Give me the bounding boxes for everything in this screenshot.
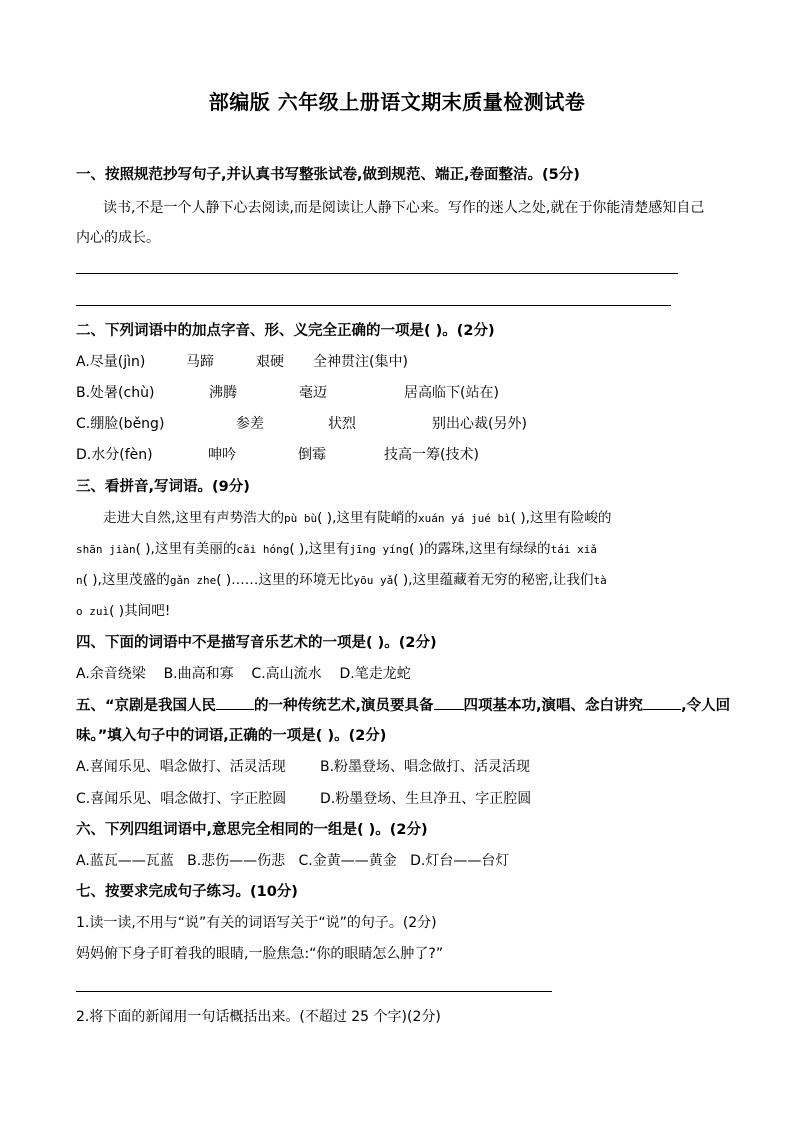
q4-heading: 四、下面的词语中不是描写音乐艺术的一项是( )。(2分) bbox=[76, 635, 437, 651]
page-title: 部编版 六年级上册语文期末质量检测试卷 bbox=[208, 90, 586, 114]
q5-text: ,令人回 bbox=[681, 698, 731, 714]
q3-text: 走进大自然,这里有声势浩大的 bbox=[103, 510, 285, 526]
answer-blank[interactable]: ( ),这里有美丽的 bbox=[135, 541, 237, 557]
answer-blank[interactable]: ( )的露珠,这里有绿绿的 bbox=[409, 541, 551, 557]
pinyin: n bbox=[76, 574, 83, 587]
answer-blank[interactable]: ( ),这里蕴藏着无穷的秘密,让我们 bbox=[393, 572, 594, 588]
q2-option-label: A.尽量(jìn) bbox=[76, 354, 146, 370]
answer-blank[interactable]: ( )……这里的环境无比 bbox=[216, 572, 354, 588]
q5-options-row2 bbox=[76, 789, 531, 809]
q1-text-line1: 读书,不是一个人静下心去阅读,而是阅读让人静下心来。写作的迷人之处,就在于你能清楚感知自己 bbox=[103, 200, 705, 216]
q5-options-row1 bbox=[76, 757, 530, 777]
q3-line2 bbox=[76, 539, 597, 560]
pinyin: gǎn zhe bbox=[169, 574, 217, 587]
pinyin: yōu yǎ bbox=[353, 574, 394, 587]
answer-blank[interactable]: ( ),这里有险峻的 bbox=[510, 510, 612, 526]
pinyin: cǎi hóng bbox=[236, 543, 290, 556]
pinyin: pù bù bbox=[284, 512, 318, 525]
answer-blank[interactable]: ( ),这里茂盛的 bbox=[82, 572, 170, 588]
q2-word: 技高一筹(技术) bbox=[384, 447, 479, 463]
q2-option-d bbox=[76, 445, 479, 465]
q2-word: 毫迈 bbox=[299, 385, 327, 401]
q2-word: 沸腾 bbox=[209, 385, 237, 401]
answer-blank[interactable]: ( ),这里有 bbox=[289, 541, 350, 557]
q6-heading: 六、下列四组词语中,意思完全相同的一组是( )。(2分) bbox=[76, 822, 428, 838]
answer-line-1[interactable] bbox=[76, 273, 678, 274]
q2-word: 参差 bbox=[236, 416, 264, 432]
q2-word: 居高临下(站在) bbox=[404, 385, 499, 401]
q5-option-b: B.粉墨登场、唱念做打、活灵活现 bbox=[320, 759, 531, 775]
q7-sub2: 2.将下面的新闻用一句话概括出来。(不超过 25 个字)(2分) bbox=[76, 1009, 441, 1025]
pinyin: xuán yá jué bì bbox=[417, 512, 511, 525]
q2-word: 艰硬 bbox=[256, 354, 284, 370]
fill-blank[interactable] bbox=[216, 695, 254, 710]
q2-word: 状烈 bbox=[328, 416, 356, 432]
pinyin: shān jiàn bbox=[76, 543, 136, 556]
pinyin: tà bbox=[593, 574, 607, 587]
q2-word: 别出心裁(另外) bbox=[432, 416, 527, 432]
q6-options: A.蓝瓦——瓦蓝 B.悲伤——伤悲 C.金黄——黄金 D.灯台——台灯 bbox=[76, 853, 510, 869]
q5-option-a: A.喜闻乐见、唱念做打、活灵活现 bbox=[76, 759, 286, 775]
q3-line1 bbox=[103, 508, 612, 529]
q2-option-b bbox=[76, 383, 499, 403]
q2-word: 马蹄 bbox=[186, 354, 214, 370]
q2-heading: 二、下列词语中的加点字音、形、义完全正确的一项是( )。(2分) bbox=[76, 323, 495, 339]
q2-word: 倒霉 bbox=[298, 447, 326, 463]
q5-heading bbox=[76, 695, 730, 716]
q5-text: 五、“京剧是我国人民 bbox=[76, 698, 217, 714]
q7-sub1-text: 妈妈俯下身子盯着我的眼睛,一脸焦急:“你的眼睛怎么肿了?” bbox=[76, 946, 444, 962]
q5-option-c: C.喜闻乐见、唱念做打、字正腔圆 bbox=[76, 791, 287, 807]
fill-blank[interactable] bbox=[643, 695, 681, 710]
q3-heading: 三、看拼音,写词语。(9分) bbox=[76, 479, 250, 495]
q4-options: A.余音绕梁 B.曲高和寡 C.高山流水 D.笔走龙蛇 bbox=[76, 666, 411, 682]
q7-heading: 七、按要求完成句子练习。(10分) bbox=[76, 884, 298, 900]
q2-option-label: B.处暑(chù) bbox=[76, 385, 155, 401]
q5-text: 的一种传统艺术,演员要具备 bbox=[254, 698, 434, 714]
q1-text-line2: 内心的成长。 bbox=[76, 230, 160, 246]
q2-option-c bbox=[76, 414, 527, 434]
q7-sub1: 1.读一读,不用与“说”有关的词语写关于“说”的句子。(2分) bbox=[76, 915, 437, 931]
q2-option-label: D.水分(fèn) bbox=[76, 447, 153, 463]
q5-text: 四项基本功,演唱、念白讲究 bbox=[463, 698, 644, 714]
answer-blank[interactable]: ( )其间吧! bbox=[109, 603, 171, 619]
pinyin: jīng yíng bbox=[349, 543, 410, 556]
answer-line-3[interactable] bbox=[76, 991, 552, 992]
answer-line-2[interactable] bbox=[76, 305, 671, 306]
answer-blank[interactable]: ( ),这里有陡峭的 bbox=[317, 510, 418, 526]
q3-line3 bbox=[76, 570, 607, 591]
q5-option-d: D.粉墨登场、生旦净丑、字正腔圆 bbox=[320, 791, 532, 807]
pinyin: tái xiǎ bbox=[550, 543, 597, 556]
fill-blank[interactable] bbox=[434, 695, 464, 710]
pinyin: o zuì bbox=[76, 605, 110, 618]
q2-option-a bbox=[76, 352, 408, 372]
q5-heading-line2: 味。”填入句子中的词语,正确的一项是( )。(2分) bbox=[76, 728, 387, 744]
q2-option-label: C.绷脸(běng) bbox=[76, 416, 165, 432]
q2-word: 全神贯注(集中) bbox=[313, 354, 408, 370]
q2-word: 呻吟 bbox=[208, 447, 236, 463]
q3-line4 bbox=[76, 601, 170, 622]
q1-heading: 一、按照规范抄写句子,并认真书写整张试卷,做到规范、端正,卷面整洁。(5分) bbox=[76, 167, 580, 183]
